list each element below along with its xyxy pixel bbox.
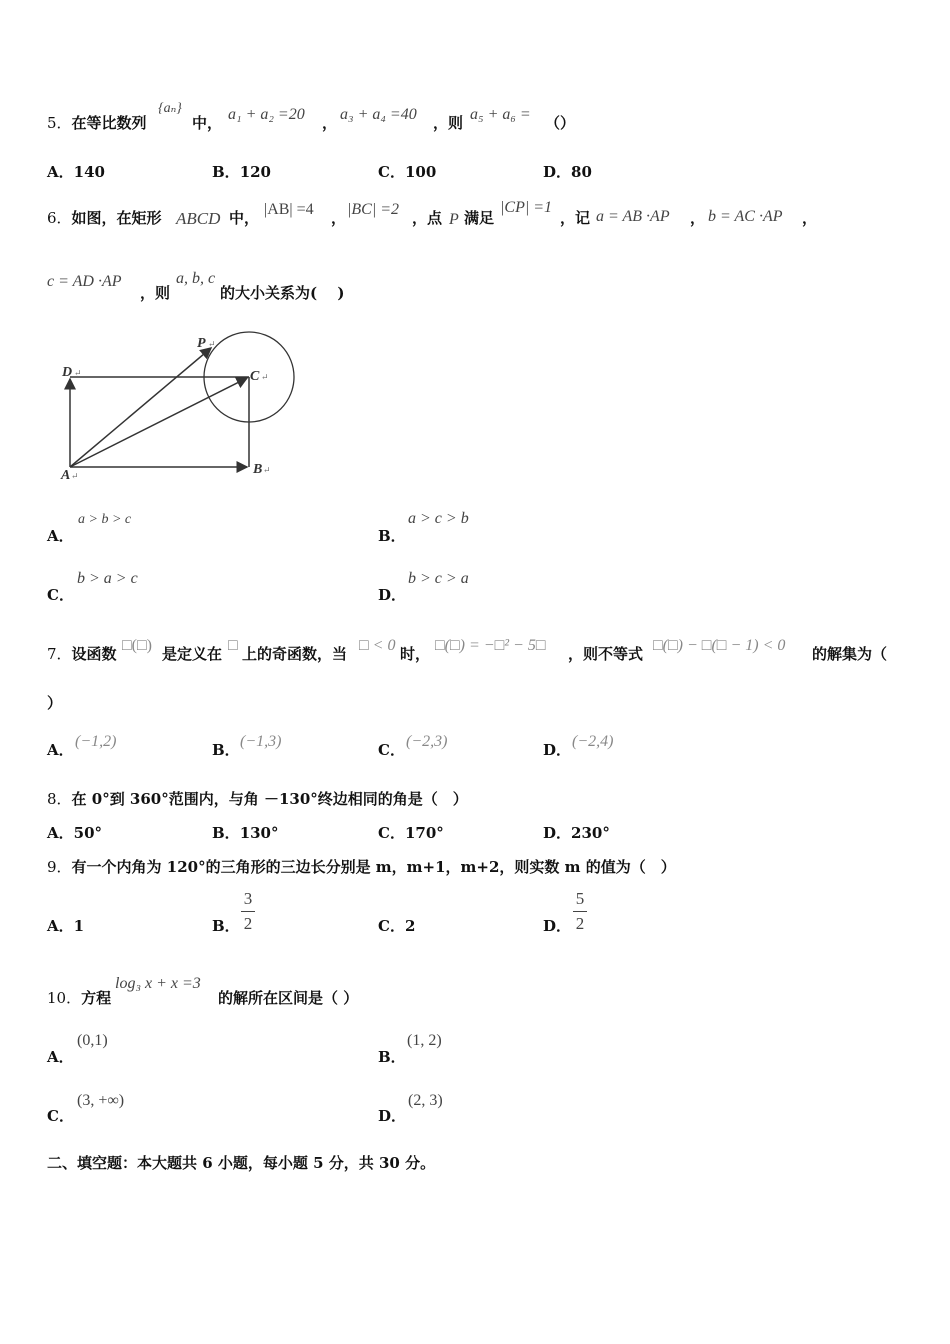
q7-text6: 的解集为（ — [812, 645, 888, 663]
q10-option-c-value[interactable]: (3, +∞) — [77, 1092, 125, 1109]
q6-bc: |BC| =2 — [347, 201, 400, 218]
q6-text6: ，记 — [560, 209, 591, 227]
q6-a-def: a = AB ·AP — [596, 208, 670, 225]
q6-option-d-value[interactable]: b > c > a — [408, 570, 469, 587]
fraction-denominator: 2 — [243, 914, 253, 933]
q10-option-d-label[interactable]: D． — [378, 1107, 407, 1125]
q10-option-b-value[interactable]: (1, 2) — [407, 1032, 442, 1049]
q5-option-b[interactable]: B．120 — [212, 163, 271, 181]
label-p-mark: ↵ — [208, 340, 216, 350]
q5-cond1: a₁ + a₂ =20 — [228, 106, 305, 123]
q5-text2: 中， — [192, 114, 223, 132]
label-c: C — [250, 369, 260, 384]
q6-text7: ， — [690, 209, 706, 227]
q7-option-a-value[interactable]: (−1,2) — [75, 733, 117, 750]
q10-equation: log₃ x + x =3 — [115, 975, 201, 992]
q6-option-a-label[interactable]: A． — [47, 527, 74, 545]
q9-option-b-fraction[interactable] — [241, 889, 255, 934]
q7-option-d-value[interactable]: (−2,4) — [572, 733, 614, 750]
q7-cond: □ < 0 — [359, 637, 396, 654]
q5-cond2: a₃ + a₄ =40 — [340, 106, 417, 123]
q5-option-c[interactable]: C．100 — [378, 163, 437, 181]
q6-text4: ，点 — [412, 209, 443, 227]
q7-def: □(□) = −□² − 5□ — [435, 637, 546, 654]
q6-text5: 满足 — [464, 209, 495, 227]
q7-option-d-label[interactable]: D． — [543, 741, 572, 759]
q10-stem: 10．方程 — [47, 989, 112, 1007]
q6-p: P — [449, 211, 459, 228]
label-a-mark: ↵ — [71, 472, 79, 482]
q10-option-d-value[interactable]: (2, 3) — [408, 1092, 443, 1109]
q6-cp: |CP| =1 — [500, 199, 553, 216]
q7-text3: 上的奇函数，当 — [242, 645, 348, 663]
fraction-numerator: 3 — [243, 889, 253, 908]
label-b-mark: ↵ — [263, 466, 271, 476]
q7-stem: 7．设函数 — [47, 645, 117, 663]
label-c-mark: ↵ — [261, 373, 269, 383]
q6-text9: ，则 — [140, 284, 171, 302]
q7-option-a-label[interactable]: A． — [47, 741, 74, 759]
q5-stem: 5．在等比数列 — [47, 114, 147, 132]
q8-option-d[interactable]: D．230° — [543, 824, 610, 842]
q10-option-a-label[interactable]: A． — [47, 1048, 74, 1066]
q6-text8: ， — [802, 209, 818, 227]
q6-ab: |AB| =4 — [264, 201, 314, 218]
q7-option-c-value[interactable]: (−2,3) — [406, 733, 448, 750]
q6-c-def: c = AD ·AP — [47, 273, 122, 290]
q6-option-c-value[interactable]: b > a > c — [77, 570, 138, 587]
q9-option-b-label[interactable]: B． — [212, 917, 240, 935]
label-d: D — [62, 365, 73, 380]
fraction-bar — [573, 911, 587, 912]
q6-option-a-value[interactable]: a > b > c — [78, 512, 132, 527]
q9-option-d-label[interactable]: D． — [543, 917, 572, 935]
q6-text3: ， — [331, 209, 347, 227]
q6-text2: 中， — [229, 209, 260, 227]
q7-option-b-label[interactable]: B． — [212, 741, 240, 759]
q6-option-c-label[interactable]: C． — [47, 586, 74, 604]
q5-text4: ，则 — [433, 114, 464, 132]
q5-text5: （） — [545, 114, 576, 132]
q7-option-c-label[interactable]: C． — [378, 741, 405, 759]
q8-option-a[interactable]: A．50° — [47, 824, 103, 842]
q7-text4: 时， — [400, 645, 431, 663]
q8-option-b[interactable]: B．130° — [212, 824, 279, 842]
q5-text3: ， — [322, 114, 338, 132]
q8-stem: 8．在 0°到 360°范围内，与角 －130°终边相同的角是（ ） — [47, 790, 468, 808]
q7-ineq: □(□) − □(□ − 1) < 0 — [653, 637, 786, 654]
q6-stem: 6．如图，在矩形 — [47, 209, 162, 227]
q10-option-b-label[interactable]: B． — [378, 1048, 406, 1066]
q7-r: □ — [228, 637, 238, 654]
q6-option-b-label[interactable]: B． — [378, 527, 406, 545]
fraction-numerator: 5 — [575, 889, 585, 908]
q10-text2: 的解所在区间是（ ） — [218, 989, 359, 1007]
q6-abc: a, b, c — [176, 270, 216, 287]
q7-text2: 是定义在 — [162, 645, 223, 663]
q9-option-c[interactable]: C．2 — [378, 917, 416, 935]
q10-option-c-label[interactable]: C． — [47, 1107, 74, 1125]
label-d-mark: ↵ — [74, 369, 82, 379]
q9-option-a[interactable]: A．1 — [47, 917, 85, 935]
q5-seq: {aₙ} — [158, 101, 182, 116]
fraction-bar — [241, 911, 255, 912]
q9-option-d-fraction[interactable] — [573, 889, 587, 934]
q7-option-b-value[interactable]: (−1,3) — [240, 733, 282, 750]
q10-option-a-value[interactable]: (0,1) — [77, 1032, 108, 1049]
label-b: B — [253, 462, 263, 477]
fraction-denominator: 2 — [575, 914, 585, 933]
q6-option-b-value[interactable]: a > c > b — [408, 510, 469, 527]
q6-b-def: b = AC ·AP — [708, 208, 783, 225]
section-2-heading: 二、填空题：本大题共 6 小题，每小题 5 分，共 30 分。 — [47, 1154, 436, 1172]
label-p: P — [197, 336, 206, 351]
q7-text7: ） — [47, 694, 63, 712]
q5-option-d[interactable]: D．80 — [543, 163, 592, 181]
label-a: A — [61, 468, 71, 483]
q6-text10: 的大小关系为( ) — [220, 284, 345, 302]
q7-f1: □(□) — [122, 637, 152, 654]
q5-expr: a₅ + a₆ = — [470, 106, 531, 123]
q5-option-a[interactable]: A．140 — [47, 163, 105, 181]
q9-stem: 9．有一个内角为 120°的三角形的三边长分别是 m，m+1，m+2，则实数 m 的值为（ ） — [47, 858, 676, 876]
q6-option-d-label[interactable]: D． — [378, 586, 407, 604]
rectangle-figure — [55, 328, 305, 483]
q8-option-c[interactable]: C．170° — [378, 824, 444, 842]
q7-text5: ，则不等式 — [568, 645, 644, 663]
q6-rect: ABCD — [176, 209, 221, 228]
